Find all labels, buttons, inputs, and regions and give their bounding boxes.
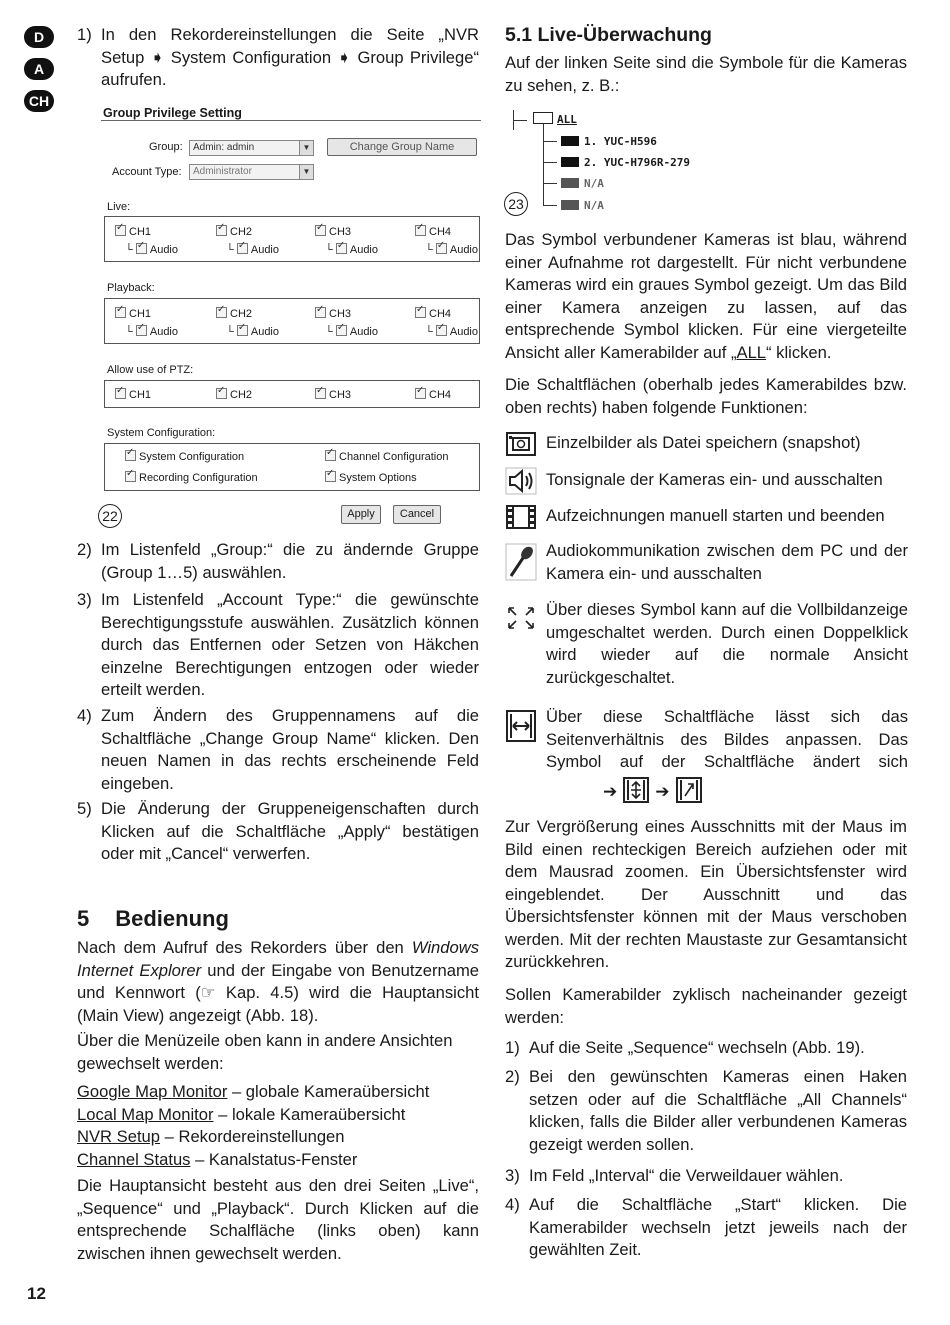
tree-line: [513, 120, 527, 121]
left-step-2: [77, 539, 479, 584]
icon-desc-snapshot: Einzelbilder als Datei speichern (snapshot): [546, 433, 861, 452]
ch-label: CH4: [429, 308, 452, 320]
ptz-ch2-checkbox[interactable]: [216, 388, 252, 401]
live-label: Live:: [107, 201, 131, 213]
subsection-heading: 5.1 Live-Überwachung: [505, 24, 712, 46]
group-privilege-panel: [101, 100, 479, 530]
playback-ch1-checkbox[interactable]: [115, 307, 151, 320]
camera-item-2[interactable]: [561, 156, 690, 169]
checkbox-icon: [125, 450, 136, 461]
chevron-down-icon: ▼: [299, 165, 313, 179]
live-audio1-checkbox[interactable]: └ ✓Audio: [125, 243, 178, 256]
menu-item-desc: – Kanalstatus-Fenster: [190, 1149, 358, 1169]
group-label: Group:: [149, 141, 183, 153]
audio-label: Audio: [149, 244, 178, 256]
group-select-value: Admin: admin: [193, 142, 255, 153]
checkbox-icon: [136, 243, 147, 254]
all-link-text: ALL: [736, 342, 767, 362]
checkbox-icon: [415, 388, 426, 399]
tree-line: [543, 183, 557, 184]
speaker-icon: [505, 467, 537, 495]
checkbox-icon: [315, 388, 326, 399]
intro-paragraph: Auf der linken Seite sind die Symbole für die Kameras zu sehen, z. B.:: [505, 53, 907, 95]
checkbox-icon: [216, 225, 227, 236]
recording-config-checkbox[interactable]: [125, 471, 258, 484]
menu-list: [77, 1081, 479, 1171]
live-audio4-checkbox[interactable]: └ ✓Audio: [425, 243, 478, 256]
aspect-ratio-variants: [603, 778, 702, 806]
icon-desc-aspect-ratio: Über diese Schaltfläche lässt sich das Seitenverhältnis des Bildes anpassen. Das Symbol auf der Schaltfläche ändert sich: [546, 707, 908, 771]
step-text: Im Listenfeld „Group:“ die zu ändernde Gruppe (Group 1…5) auswählen.: [101, 540, 479, 582]
playback-audio4-checkbox[interactable]: └ ✓Audio: [425, 325, 478, 338]
ch-label: CH4: [429, 226, 452, 238]
checkbox-icon: [336, 325, 347, 336]
menu-item-desc: – Rekordereinstellungen: [160, 1127, 345, 1146]
step-number: 5): [77, 799, 92, 818]
camera-label: 2. YUC-H796R-279: [584, 156, 690, 169]
camera-icon: [561, 200, 579, 210]
ch-label: CH2: [230, 226, 253, 238]
checkbox-icon: [125, 471, 136, 482]
menu-item-desc: – globale Kameraübersicht: [227, 1082, 430, 1101]
audio-label: Audio: [449, 244, 478, 256]
menu-item: [77, 1149, 479, 1172]
camera-icon: [561, 157, 579, 167]
ptz-label: Allow use of PTZ:: [107, 364, 194, 376]
text-span: “ klicken.: [766, 342, 832, 362]
ch-label: CH2: [230, 389, 253, 401]
step-text: Bei den gewünschten Kameras einen Haken setzen oder auf die Schaltfläche „All Channels“ klicken, falls die Bilder aller verbundenen Kameras gezeigt werden sollen.: [529, 1067, 907, 1154]
sys-item-label: System Options: [339, 472, 417, 484]
group-select[interactable]: [189, 140, 314, 156]
ch-label: CH1: [129, 389, 152, 401]
audio-label: Audio: [149, 326, 178, 338]
live-ch3-checkbox[interactable]: [315, 225, 351, 238]
text-span: Nach dem Aufruf des Rekorders über den: [77, 938, 412, 957]
live-audio3-checkbox[interactable]: └ ✓Audio: [325, 243, 378, 256]
step-number: 2): [77, 540, 92, 559]
camera-label: N/A: [584, 177, 604, 190]
ptz-box: [104, 380, 480, 408]
checkbox-icon: [325, 450, 336, 461]
left-step-4: [77, 705, 479, 795]
sequence-intro-paragraph: Sollen Kamerabilder zyklisch nacheinander gezeigt werden:: [505, 985, 907, 1027]
playback-ch3-checkbox[interactable]: [315, 307, 351, 320]
lang-badge-d: D: [24, 26, 54, 48]
left-step-3: [77, 589, 479, 702]
apply-button[interactable]: Apply: [341, 505, 381, 524]
page-number: 12: [27, 1284, 46, 1303]
ptz-ch1-checkbox[interactable]: [115, 388, 151, 401]
checkbox-icon: [436, 325, 447, 336]
live-ch1-checkbox[interactable]: [115, 225, 151, 238]
left-step-5: [77, 798, 479, 866]
icon-desc-film: Aufzeichnungen manuell starten und beenden: [546, 506, 885, 525]
step-text: In den Rekordereinstellungen die Seite „NVR Setup ➧ System Configuration ➧ Group Privilege“ aufrufen.: [101, 25, 479, 89]
text-span: Das Symbol verbundener Kameras ist blau, während einer Aufnahme rot dargestellt. Für nicht verbundene Kameras wird ein graues Symbol gezeigt. Um das Bild einer Kamera anzeigen zu lassen, auf das entsprechende Symbol klicken. Für eine viergeteilte Ansicht aller Kamerabilder auf „: [505, 230, 907, 362]
sys-item-label: System Configuration: [139, 451, 245, 463]
figure-number: 23: [504, 192, 528, 216]
playback-ch2-checkbox[interactable]: [216, 307, 252, 320]
live-ch4-checkbox[interactable]: [415, 225, 451, 238]
chevron-down-icon: ▼: [299, 141, 313, 155]
system-options-checkbox[interactable]: [325, 471, 417, 484]
figure-number: 22: [98, 504, 122, 528]
arrow-right-icon: ➔: [603, 782, 618, 801]
system-configuration-box: [104, 443, 480, 491]
ptz-ch4-checkbox[interactable]: [415, 388, 451, 401]
camera-icon: [561, 136, 579, 146]
checkbox-icon: [325, 471, 336, 482]
menu-item-name: NVR Setup: [77, 1127, 161, 1146]
tree-line: [543, 162, 557, 163]
step-number: 4): [77, 706, 92, 725]
account-type-select[interactable]: [189, 164, 314, 180]
step-text: Auf die Seite „Sequence“ wechseln (Abb. 19).: [529, 1038, 865, 1057]
camera-symbol-paragraph: [505, 229, 907, 364]
tree-line: [543, 205, 557, 206]
checkbox-icon: [315, 307, 326, 318]
checkbox-icon: [216, 307, 227, 318]
ch-label: CH1: [129, 226, 152, 238]
snapshot-icon: [505, 430, 537, 458]
menu-item-name: Channel Status: [77, 1149, 191, 1169]
playback-label: Playback:: [107, 282, 155, 294]
icon-desc-speaker: Tonsignale der Kameras ein- und ausschalten: [546, 470, 883, 489]
playback-audio3-checkbox[interactable]: └ ✓Audio: [325, 325, 378, 338]
live-ch2-checkbox[interactable]: [216, 225, 252, 238]
step-text: Im Listenfeld „Account Type:“ die gewünschte Berechtigungsstufe auswählen. Zusätzlich können durch das Entfernen oder Setzen von Häkchen einzelne Berechtigungen entzogen oder wieder erteilt werden.: [101, 590, 479, 699]
audio-label: Audio: [449, 326, 478, 338]
checkbox-icon: [115, 307, 126, 318]
main-view-paragraph: [77, 937, 479, 1027]
section-title: Bedienung: [115, 906, 229, 931]
menu-paragraph: Über die Menüzeile oben kann in andere Ansichten gewechselt werden:: [77, 1031, 453, 1073]
account-type-select-value: Administrator: [193, 166, 252, 177]
microphone-icon: [505, 543, 537, 581]
all-cameras-item[interactable]: [533, 112, 577, 126]
step-text: Zum Ändern des Gruppennamens auf die Schaltfläche „Change Group Name“ klicken. Den neuen Namen in das rechts erscheinende Feld eingeben.: [101, 706, 479, 793]
checkbox-icon: [136, 325, 147, 336]
camera-label: N/A: [584, 199, 604, 212]
account-type-label: Account Type:: [112, 166, 182, 178]
menu-item-name: Google Map Monitor: [77, 1082, 228, 1101]
checkbox-icon: [436, 243, 447, 254]
camera-item-4[interactable]: [561, 199, 604, 212]
menu-item: [77, 1126, 479, 1149]
right-step-2: [505, 1066, 907, 1156]
right-step-4: [505, 1194, 907, 1262]
menu-item: [77, 1104, 479, 1127]
aspect-ratio-icon: [505, 709, 537, 743]
panel-title: Group Privilege Setting: [101, 100, 481, 121]
ch-label: CH2: [230, 308, 253, 320]
step-number: 3): [505, 1166, 520, 1185]
lang-badge-a: A: [24, 58, 54, 80]
icon-desc-fullscreen: Über dieses Symbol kann auf die Vollbildanzeige umgeschaltet werden. Durch einen Doppelklick wird wieder auf die normale Ansicht zurückgeschaltet.: [546, 600, 908, 687]
step-number: 3): [77, 590, 92, 609]
ch-label: CH1: [129, 308, 152, 320]
fullscreen-icon: [505, 604, 537, 632]
checkbox-icon: [415, 225, 426, 236]
sys-config-checkbox[interactable]: [125, 450, 244, 463]
left-step-1: [77, 24, 479, 92]
change-group-name-button[interactable]: Change Group Name: [327, 138, 477, 156]
main-view-pages-paragraph: Die Hauptansicht besteht aus den drei Seiten „Live“, „Sequence“ und „Playback“. Durch Klicken auf die entsprechende Schalfläche (links oben) kann zwischen ihnen gewechselt werden.: [77, 1176, 479, 1263]
step-number: 2): [505, 1067, 520, 1086]
checkbox-icon: [237, 325, 248, 336]
audio-label: Audio: [250, 244, 279, 256]
checkbox-icon: [216, 388, 227, 399]
camera-icon: [561, 178, 579, 188]
checkbox-icon: [115, 388, 126, 399]
all-link: ALL: [557, 113, 577, 126]
playback-box: [104, 298, 480, 344]
ch-label: CH3: [329, 389, 352, 401]
live-box: [104, 216, 480, 262]
camera-tree: [505, 106, 765, 221]
checkbox-icon: [315, 225, 326, 236]
playback-audio1-checkbox[interactable]: └ ✓Audio: [125, 325, 178, 338]
checkbox-icon: [415, 307, 426, 318]
sys-item-label: Recording Configuration: [139, 472, 258, 484]
step-number: 1): [505, 1038, 520, 1057]
checkbox-icon: [115, 225, 126, 236]
aspect-4-3-icon: [623, 777, 649, 808]
section-heading: [77, 906, 229, 932]
system-configuration-label: System Configuration:: [107, 427, 216, 439]
ch-label: CH4: [429, 389, 452, 401]
menu-item-desc: – lokale Kameraübersicht: [213, 1104, 406, 1124]
zoom-paragraph: Zur Vergrößerung eines Ausschnitts mit der Maus im Bild einen rechteckigen Bereich aufziehen oder mit dem Mausrad zoomen. Ein Übersichtsfenster wird eingeblendet. Der Ausschnitt und das Übersichtsfenster können mit der Maus verschoben werden. Mit der rechten Maustaste zur Gesamtansicht zurückkehren.: [505, 817, 907, 971]
text-span: und der Eingabe von Benutzername und Kennwort (☞ Kap. 4.5) wird die Hauptansicht (Main View) angezeigt (Abb. 18).: [77, 960, 480, 1025]
step-text: Im Feld „Interval“ die Verweildauer wählen.: [529, 1166, 844, 1185]
camera-label: 1. YUC-H596: [584, 135, 657, 148]
italic-text: Windows Internet Explorer: [77, 938, 479, 980]
step-text: Die Änderung der Gruppeneigenschaften durch Klicken auf die Schaltfläche „Apply“ bestätigen oder mit „Cancel“ verwerfen.: [101, 799, 479, 863]
menu-item: [77, 1081, 479, 1104]
lang-badge-ch: CH: [24, 90, 54, 112]
sys-item-label: Channel Configuration: [339, 451, 449, 463]
menu-item-name: Local Map Monitor: [77, 1104, 214, 1124]
cancel-button[interactable]: Cancel: [393, 505, 441, 524]
buttons-paragraph: Die Schaltflächen (oberhalb jedes Kamerabildes bzw. oben rechts) haben folgende Funktionen:: [505, 375, 907, 417]
playback-ch4-checkbox[interactable]: [415, 307, 451, 320]
channel-config-checkbox[interactable]: [325, 450, 448, 463]
audio-label: Audio: [349, 244, 378, 256]
tree-line: [543, 124, 544, 206]
step-number: 1): [77, 25, 92, 44]
right-step-1: [505, 1037, 907, 1060]
icon-desc-microphone: Audiokommunikation zwischen dem PC und der Kamera ein- und ausschalten: [546, 541, 908, 583]
live-audio2-checkbox[interactable]: └ ✓Audio: [226, 243, 279, 256]
step-number: 4): [505, 1195, 520, 1214]
camera-group-icon: [533, 112, 553, 124]
ptz-ch3-checkbox[interactable]: [315, 388, 351, 401]
playback-audio2-checkbox[interactable]: └ ✓Audio: [226, 325, 279, 338]
right-step-3: [505, 1165, 907, 1188]
film-icon: [505, 503, 537, 531]
ch-label: CH3: [329, 308, 352, 320]
camera-item-3[interactable]: [561, 177, 604, 190]
step-text: Auf die Schaltfläche „Start“ klicken. Die Kamerabilder wechseln jetzt jeweils nach der gewählten Zeit.: [529, 1195, 907, 1259]
checkbox-icon: [237, 243, 248, 254]
arrow-right-icon: ➔: [655, 782, 670, 801]
audio-label: Audio: [349, 326, 378, 338]
camera-item-1[interactable]: [561, 135, 657, 148]
ch-label: CH3: [329, 226, 352, 238]
aspect-free-icon: [676, 777, 702, 808]
audio-label: Audio: [250, 326, 279, 338]
tree-line: [543, 141, 557, 142]
checkbox-icon: [336, 243, 347, 254]
section-number: 5: [77, 906, 90, 931]
